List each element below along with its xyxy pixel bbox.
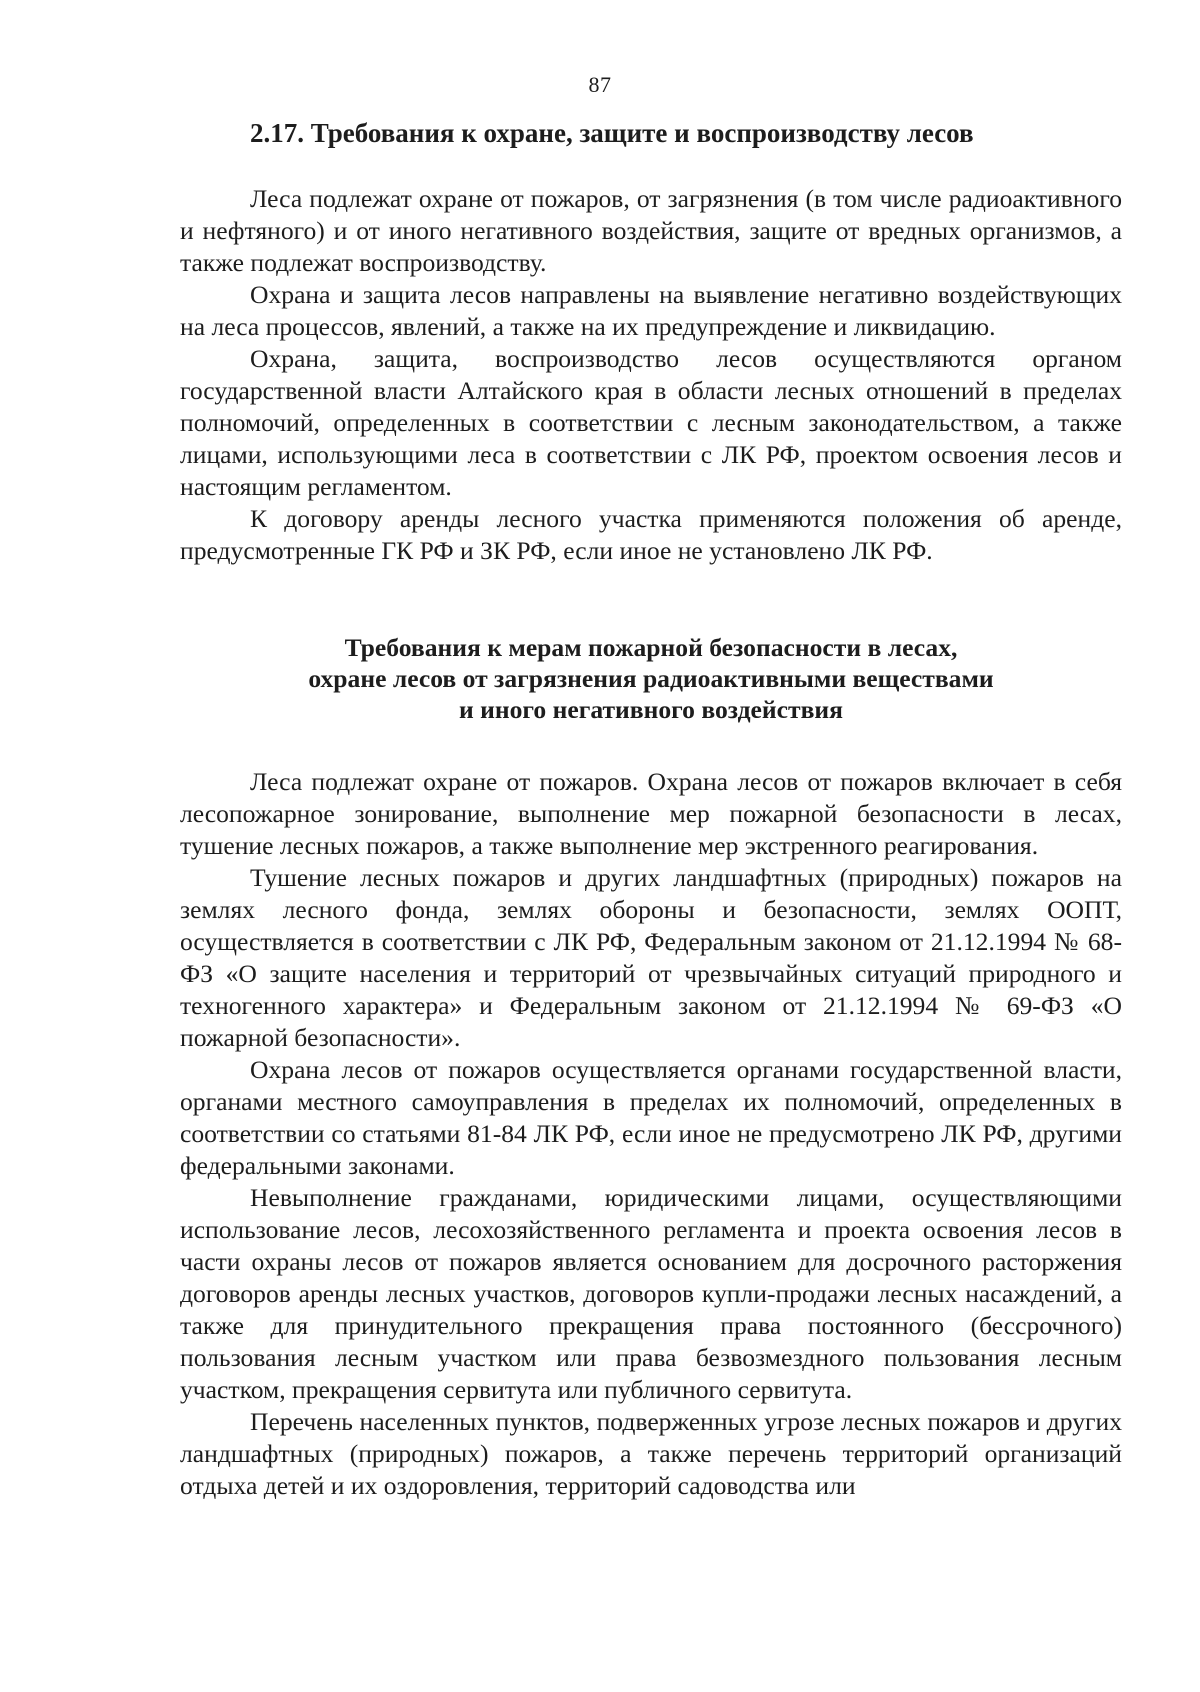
paragraph: Охрана лесов от пожаров осуществляется органами государственной власти, органами местного самоуправления в пределах их полномочий, определенных в соответствии со статьями 81-84 ЛК РФ, если иное не предусмотрено ЛК РФ, другими федеральными законами. (180, 1055, 1122, 1180)
subsection-body (180, 766, 1122, 1502)
subsection-title-line: охране лесов от загрязнения радиоактивными веществами (308, 664, 994, 693)
section-body (180, 183, 1122, 567)
page-number: 87 (588, 72, 612, 97)
paragraph: Охрана и защита лесов направлены на выявление негативно воздействующих на леса процессов, явлений, а также на их предупреждение и ликвидацию. (180, 280, 1122, 341)
paragraph: Тушение лесных пожаров и других ландшафтных (природных) пожаров на землях лесного фонда, землях обороны и безопасности, землях ООПТ, осуществляется в соответствии с ЛК РФ, Федеральным законом от 21.12.1994 № 68-ФЗ «О защите населения и территорий от чрезвычайных ситуаций природного и техногенного характера» и Федеральным законом от 21.12.1994 № 69-ФЗ «О пожарной безопасности». (180, 863, 1122, 1052)
paragraph: К договору аренды лесного участка применяются положения об аренде, предусмотренные ГК РФ и ЗК РФ, если иное не установлено ЛК РФ. (180, 504, 1122, 565)
section-title: 2.17. Требования к охране, защите и воспроизводству лесов (250, 118, 974, 148)
paragraph: Невыполнение гражданами, юридическими лицами, осуществляющими использование лесов, лесохозяйственного регламента и проекта освоения лесов в части охраны лесов от пожаров является основанием для досрочного расторжения договоров аренды лесных участков, договоров купли-продажи лесных насаждений, а также для принудительного прекращения права постоянного (бессрочного) пользования лесным участком или права безвозмездного пользования лесным участком, прекращения сервитута или публичного сервитута. (180, 1183, 1122, 1404)
subsection-title (180, 632, 1122, 725)
paragraph: Охрана, защита, воспроизводство лесов осуществляются органом государственной власти Алтайского края в области лесных отношений в пределах полномочий, определенных в соответствии с лесным законодательством, а также лицами, использующими леса в соответствии с ЛК РФ, проектом освоения лесов и настоящим регламентом. (180, 344, 1122, 501)
subsection-title-line: и иного негативного воздействия (458, 695, 843, 724)
paragraph: Леса подлежат охране от пожаров. Охрана лесов от пожаров включает в себя лесопожарное зонирование, выполнение мер пожарной безопасности в лесах, тушение лесных пожаров, а также выполнение мер экстренного реагирования. (180, 767, 1122, 860)
subsection-title-line: Требования к мерам пожарной безопасности в лесах, (344, 633, 958, 662)
paragraph: Леса подлежат охране от пожаров, от загрязнения (в том числе радиоактивного и нефтяного) и от иного негативного воздействия, защите от вредных организмов, а также подлежат воспроизводству. (180, 184, 1122, 277)
paragraph: Перечень населенных пунктов, подверженных угрозе лесных пожаров и других ландшафтных (природных) пожаров, а также перечень территорий организаций отдыха детей и их оздоровления, территорий садоводства или (180, 1407, 1122, 1500)
